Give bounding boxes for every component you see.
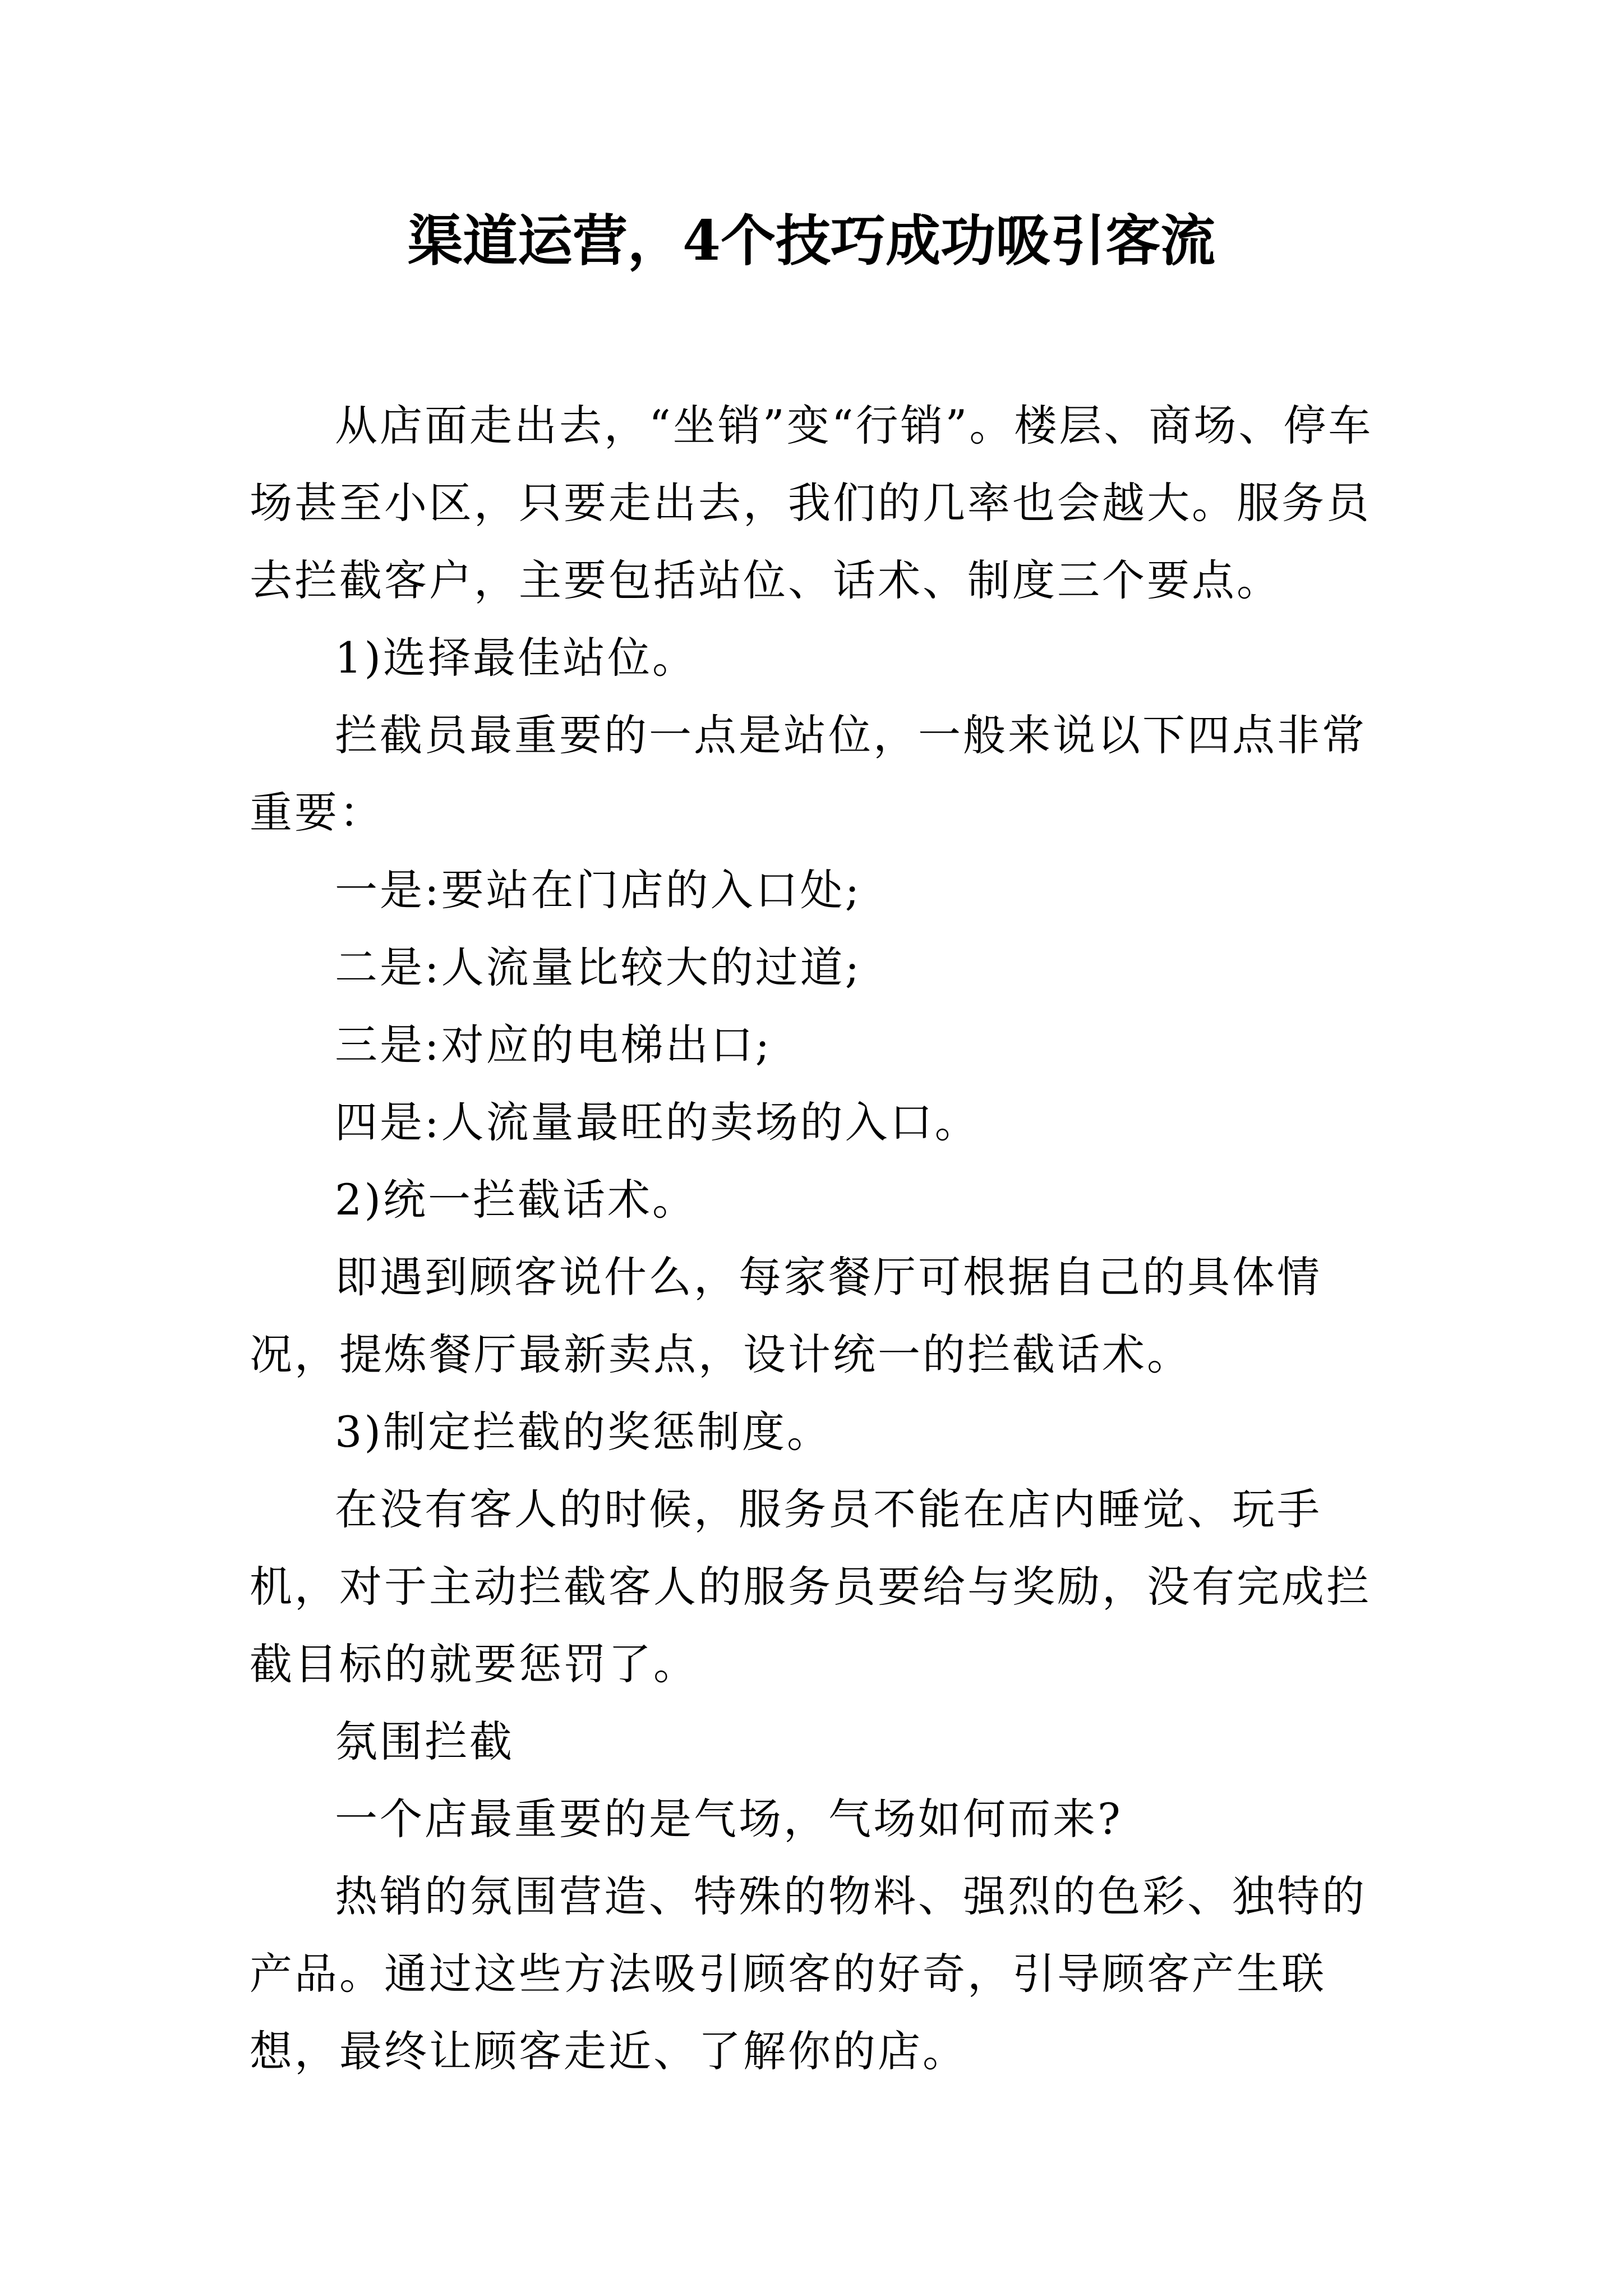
paragraph-intro: 从店面走出去，“坐销”变“行销”。楼层、商场、停车场甚至小区，只要走出去，我们的几率也会越大。服务员去拦截客户，主要包括站位、话术、制度三个要点。 [250,401,1373,605]
paragraph-heading-rules: 3)制定拦截的奖惩制度。 [335,1407,832,1457]
paragraph-script-body: 即遇到顾客说什么，每家餐厅可根据自己的具体情况，提炼餐厅最新卖点，设计统一的拦截话术。 [250,1252,1322,1379]
paragraph-point-four: 四是:人流量最旺的卖场的入口。 [335,1097,980,1147]
paragraph-heading-position: 1)选择最佳站位。 [335,633,698,683]
document-body [250,387,1405,2090]
paragraph-atmosphere-body: 热销的氛围营造、特殊的物料、强烈的色彩、独特的产品。通过这些方法吸引顾客的好奇，引导顾客产生联想，最终让顾客走近、了解你的店。 [250,1871,1367,2076]
paragraph-atmosphere-question: 一个店最重要的是气场，气场如何而来? [335,1794,1123,1844]
document-title: 渠道运营，4个技巧成功吸引客流 [407,209,1216,273]
paragraph-point-three: 三是:对应的电梯出口; [335,1020,772,1070]
paragraph-point-one: 一是:要站在门店的入口处; [335,865,862,915]
paragraph-heading-script: 2)统一拦截话术。 [335,1175,698,1225]
paragraph-point-two: 二是:人流量比较大的过道; [335,942,862,992]
paragraph-heading-atmosphere: 氛围拦截 [335,1717,514,1766]
paragraph-rules-body: 在没有客人的时候，服务员不能在店内睡觉、玩手机，对于主动拦截客人的服务员要给与奖励，没有完成拦截目标的就要惩罚了。 [250,1484,1371,1689]
paragraph-position-intro: 拦截员最重要的一点是站位，一般来说以下四点非常重要： [250,710,1367,838]
